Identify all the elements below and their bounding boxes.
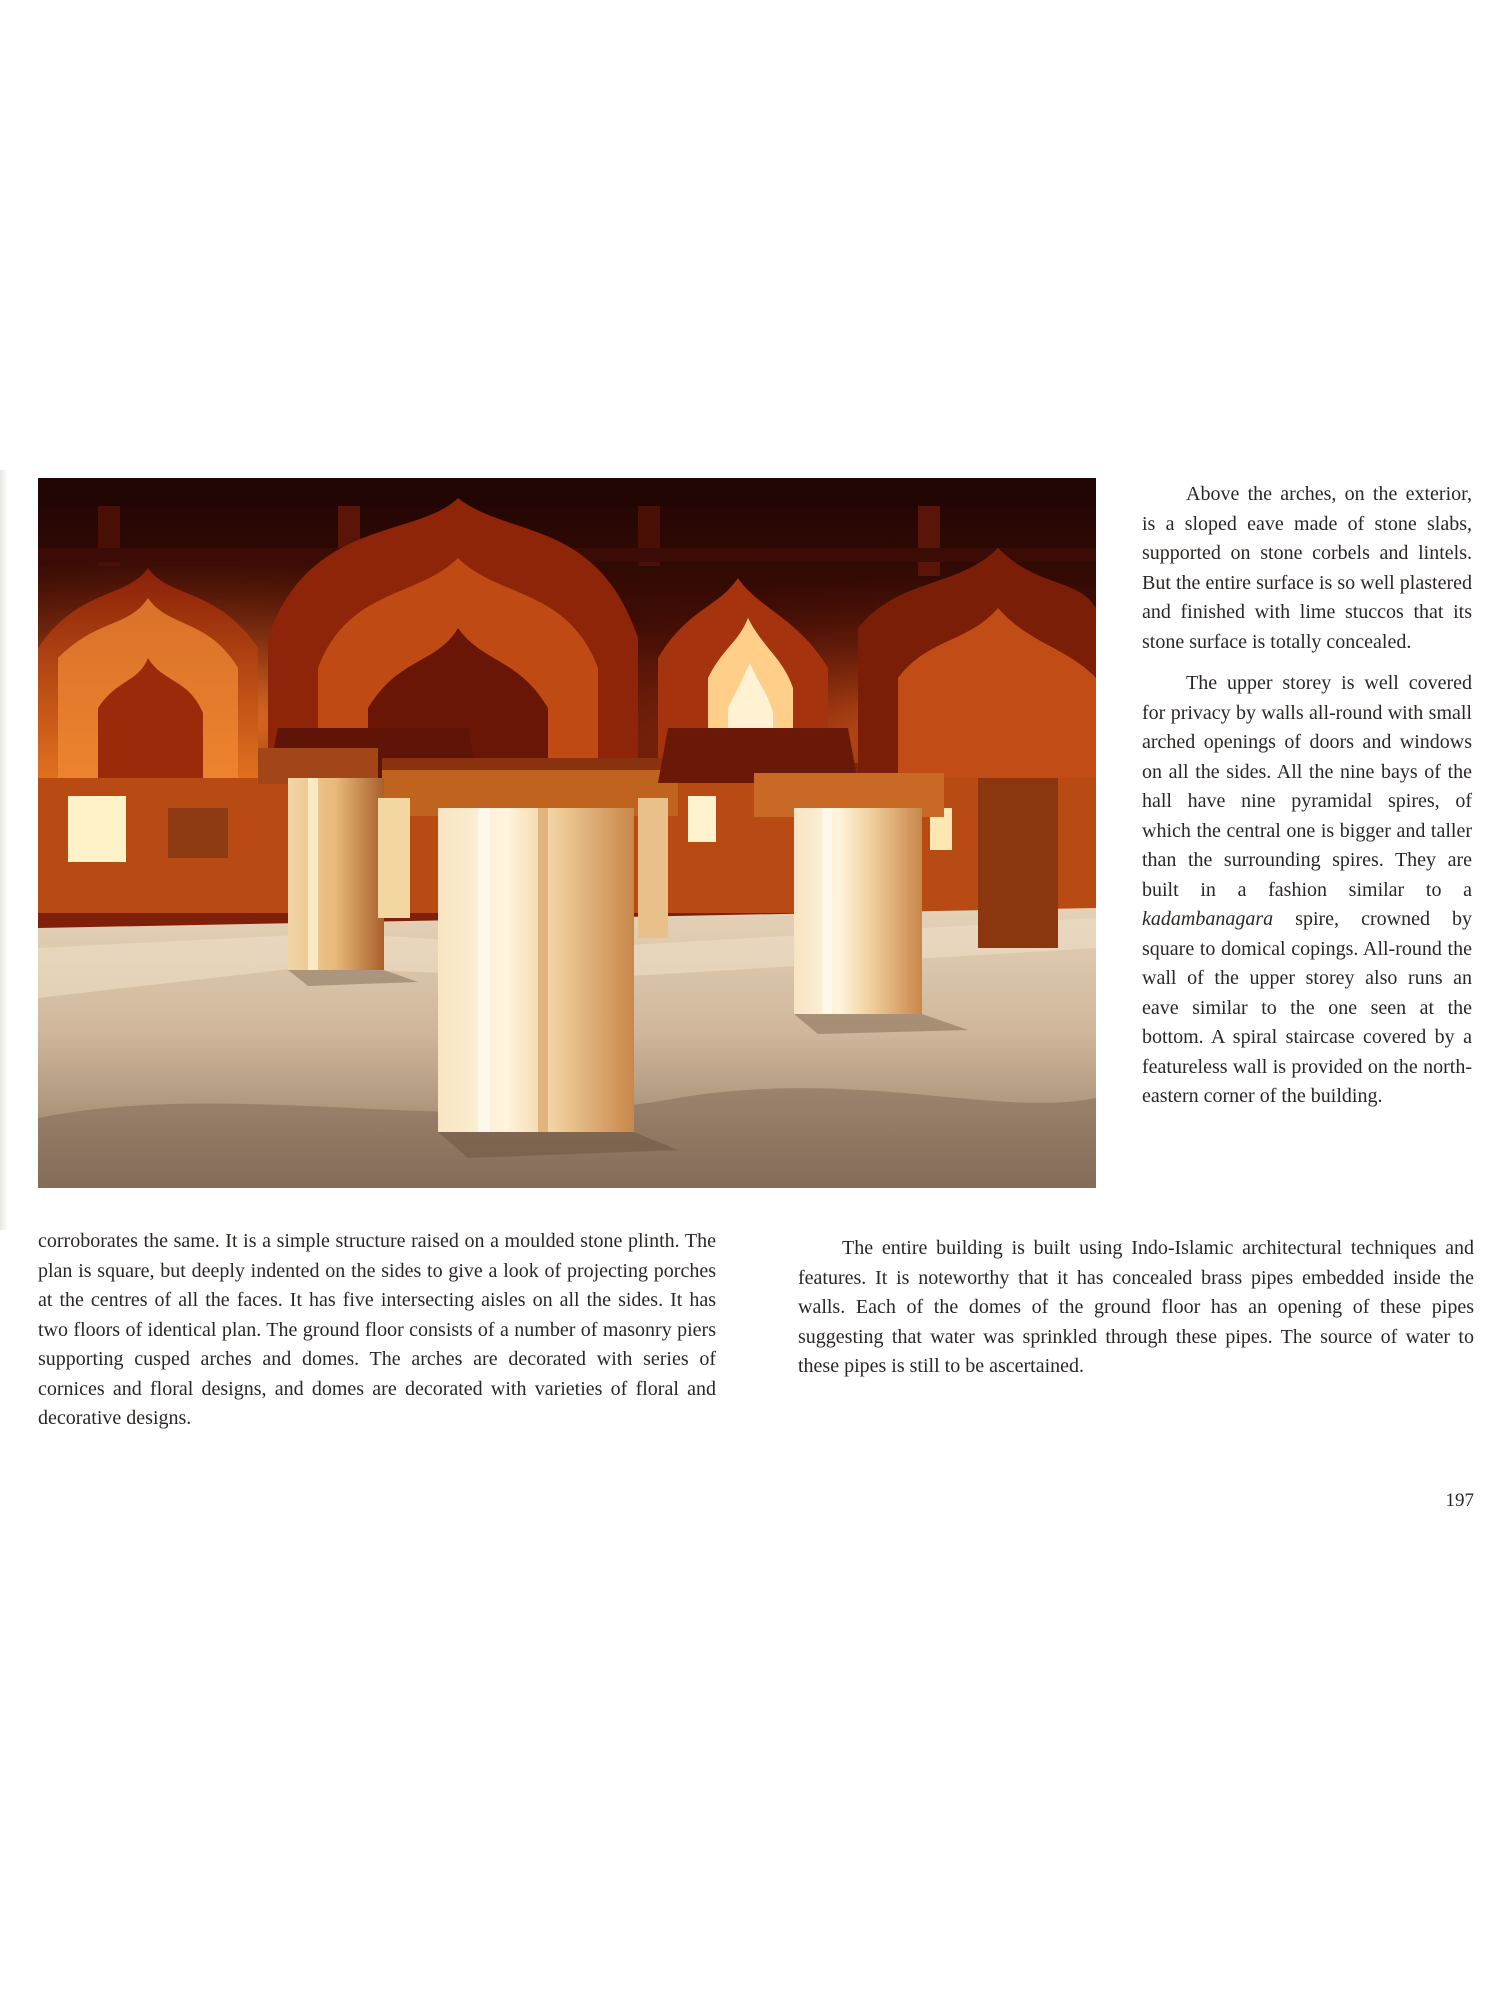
italic-term: kadambanagara bbox=[1142, 908, 1274, 930]
right-paragraph-2 bbox=[1142, 669, 1472, 1112]
right-paragraph-2-end: spire, crowned by square to domical copings. All-round the wall of the upper storey also runs an eave similar to the one seen at the bottom. A spiral staircase covered by a featureless wall is provided on the north-eastern corner of the building. bbox=[1142, 908, 1472, 1107]
page-number: 197 bbox=[1445, 1490, 1474, 1511]
page-gutter-shadow bbox=[0, 470, 8, 1230]
interior-hall-photo bbox=[38, 478, 1096, 1188]
bottom-left-text bbox=[38, 1227, 716, 1446]
bottom-right-text bbox=[798, 1234, 1474, 1394]
bottom-left-paragraph: corroborates the same. It is a simple structure raised on a moulded stone plinth. The plan is square, but deeply indented on the sides to give a look of projecting porches at the centres of all the faces. It has five intersecting aisles on all the sides. It has two floors of identical plan. The ground floor consists of a number of masonry piers supporting cusped arches and domes. The arches are decorated with series of cornices and floral designs, and domes are decorated with varieties of floral and decorative designs. bbox=[38, 1230, 716, 1429]
right-paragraph-2-start: The upper storey is well covered for privacy by walls all-round with small arched openings of doors and windows on all the sides. All the nine bays of the hall have nine pyramidal spires, of which the central one is bigger and taller than the surrounding spires. They are built in a fashion similar to a bbox=[1142, 672, 1472, 901]
right-column-text bbox=[1142, 480, 1472, 1124]
right-paragraph-1: Above the arches, on the exterior, is a sloped eave made of stone slabs, supported on stone corbels and lintels. But the entire surface is so well plastered and finished with lime stuccos that its stone surface is totally concealed. bbox=[1142, 483, 1472, 653]
bottom-right-paragraph: The entire building is built using Indo-Islamic architectural techniques and features. It is noteworthy that it has concealed brass pipes embedded inside the walls. Each of the domes of the ground floor has an opening of these pipes suggesting that water was sprinkled through these pipes. The source of water to these pipes is still to be ascertained. bbox=[798, 1237, 1474, 1377]
